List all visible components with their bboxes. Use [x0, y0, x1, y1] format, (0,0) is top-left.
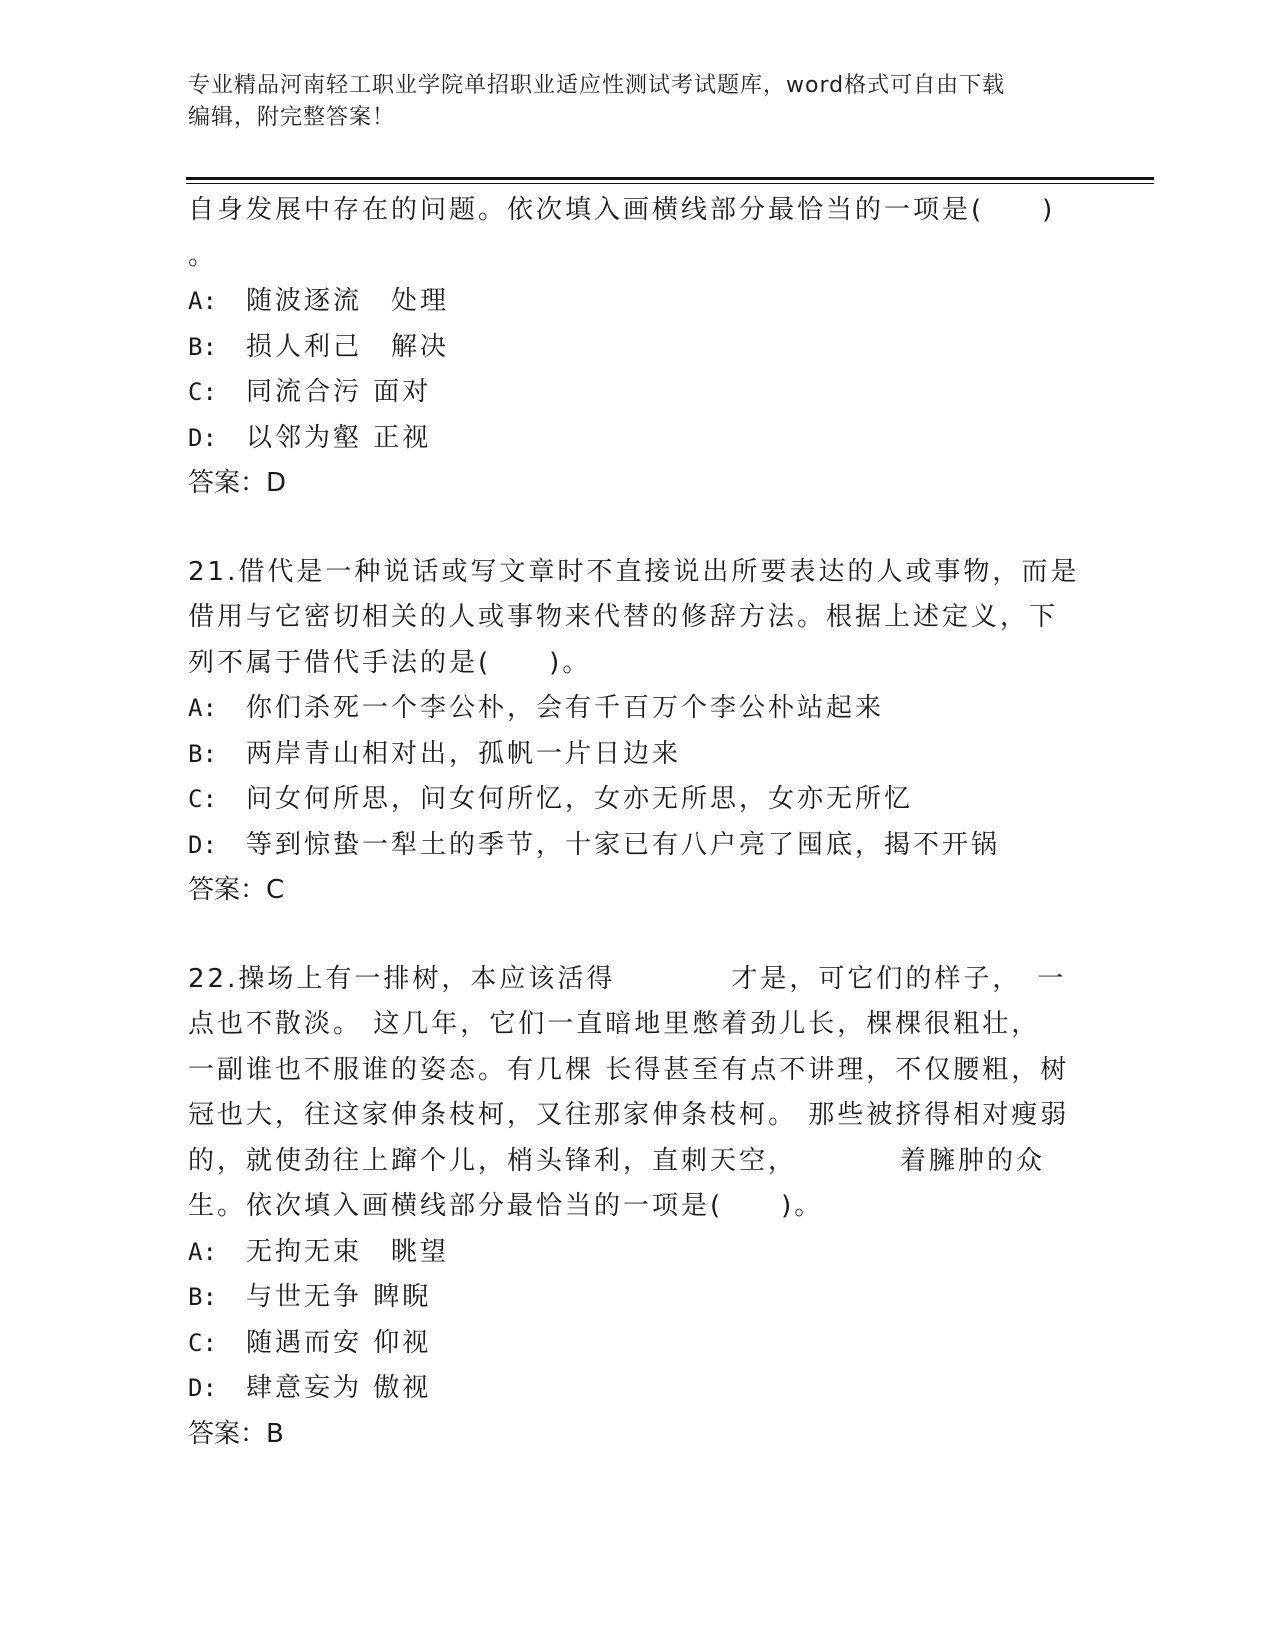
option-text: 损人利己 解决 — [246, 331, 450, 362]
option-letter: D: — [188, 1374, 217, 1402]
option-text: 随波逐流 处理 — [246, 286, 450, 316]
header-divider-thin — [186, 183, 1154, 184]
question-text-line: 的，就使劲往上蹿个儿，梢头锋利，直刺天空， 着臃肿的众 — [188, 1145, 1046, 1176]
header-line-2: 编辑，附完整答案！ — [188, 105, 396, 130]
question-21 — [188, 550, 1080, 914]
option-text: 肆意妄为 傲视 — [246, 1373, 432, 1403]
option-text: 以邻为壑 正视 — [246, 422, 432, 453]
option-c — [188, 370, 1068, 416]
option-letter: B: — [188, 739, 217, 768]
option-a — [188, 686, 1068, 732]
option-text: 两岸青山相对出，孤帆一片日边来 — [246, 738, 682, 769]
question-text-line: 点也不散淡。 这几年，它们一直暗地里憋着劲儿长，棵棵很粗壮， — [188, 1009, 1041, 1039]
option-text: 等到惊蛰一犁土的季节，十家已有八户亮了囤底，揭不开锅 — [246, 829, 1001, 860]
question-text-line: 冠也大，往这家伸条枝柯，又往那家伸条枝柯。 那些被挤得相对瘦弱 — [188, 1100, 1070, 1130]
question-spacer — [188, 507, 1068, 550]
option-letter: B: — [188, 1283, 217, 1311]
header-divider-thick — [186, 177, 1154, 180]
option-letter: A: — [188, 287, 217, 315]
question-text-line: 生。依次填入画横线部分最恰当的一项是( )。 — [188, 1191, 824, 1221]
option-a — [188, 1230, 1068, 1276]
option-letter: D: — [188, 830, 217, 859]
question-text-line: 自身发展中存在的问题。依次填入画横线部分最恰当的一项是( ) — [188, 195, 1056, 225]
option-text: 你们杀死一个李公朴，会有千百万个李公朴站起来 — [246, 693, 885, 723]
question-text-line: 列不属于借代手法的是( )。 — [188, 647, 592, 678]
question-20 — [188, 188, 1068, 507]
option-d — [188, 823, 1068, 869]
answer-line: 答案：C — [188, 875, 285, 905]
option-text: 与世无争 睥睨 — [246, 1282, 432, 1312]
option-d — [188, 1366, 1068, 1412]
option-c — [188, 777, 1068, 823]
option-text: 同流合污 面对 — [246, 377, 432, 407]
document-header — [188, 70, 1068, 134]
option-letter: A: — [188, 694, 217, 722]
option-letter: C: — [188, 378, 217, 406]
option-b — [188, 732, 1068, 778]
option-letter: A: — [188, 1237, 217, 1266]
option-c — [188, 1321, 1068, 1367]
option-d — [188, 416, 1068, 462]
question-text-line: 一副谁也不服谁的姿态。有几棵 长得甚至有点不讲理，不仅腰粗，树 — [188, 1054, 1070, 1085]
option-letter: D: — [188, 423, 217, 452]
option-letter: B: — [188, 332, 217, 361]
option-letter: C: — [188, 1328, 217, 1357]
document-body — [188, 188, 1080, 1457]
option-text: 问女何所思，问女何所忆，女亦无所思，女亦无所忆 — [246, 784, 914, 814]
question-text-line: 借用与它密切相关的人或事物来代替的修辞方法。根据上述定义，下 — [188, 602, 1059, 632]
option-letter: C: — [188, 785, 217, 813]
header-line-1: 专业精品河南轻工职业学院单招职业适应性测试考试题库，word格式可自由下载 — [188, 73, 1006, 98]
question-text-line: 。 — [188, 240, 218, 271]
option-a — [188, 279, 1068, 325]
option-text: 随遇而安 仰视 — [246, 1327, 432, 1358]
option-b — [188, 1275, 1068, 1321]
option-b — [188, 325, 1068, 371]
question-text-line: 22.操场上有一排树，本应该活得 才是，可它们的样子， 一 — [188, 963, 1067, 994]
answer-line: 答案：D — [188, 468, 287, 498]
question-22 — [188, 957, 1068, 1458]
question-spacer — [188, 914, 1068, 957]
option-text: 无拘无束 眺望 — [246, 1236, 450, 1267]
question-text-line: 21.借代是一种说话或写文章时不直接说出所要表达的人或事物，而是 — [188, 556, 1080, 587]
answer-line: 答案：B — [188, 1418, 284, 1449]
